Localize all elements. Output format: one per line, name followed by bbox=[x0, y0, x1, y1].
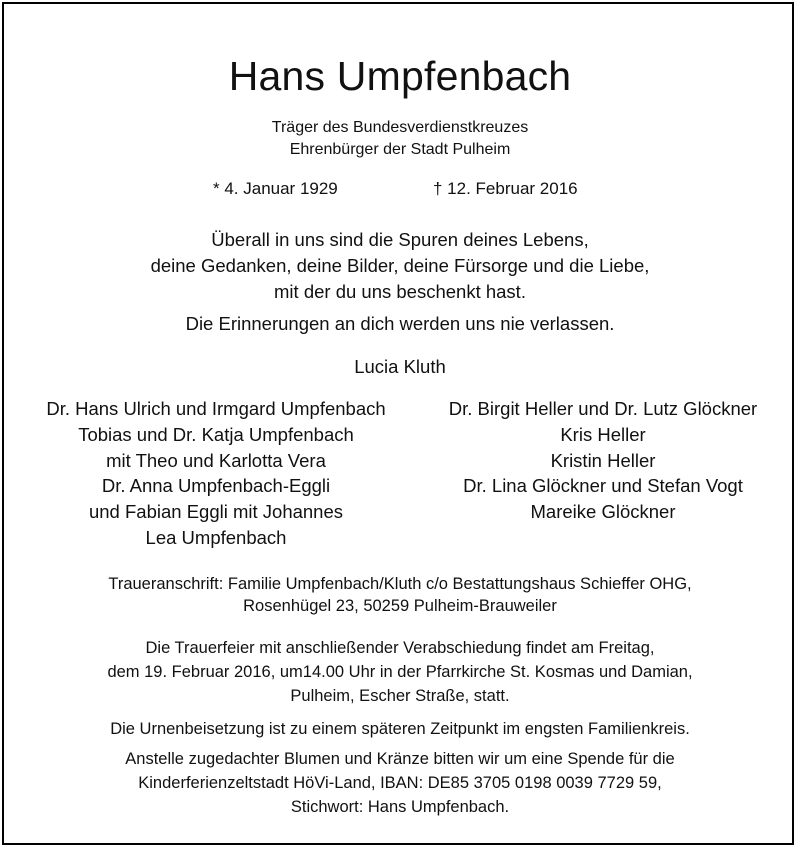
funeral-service-info bbox=[0, 636, 800, 708]
mourner-line: Mareike Glöckner bbox=[530, 501, 676, 523]
donation-line: Stichwort: Hans Umpfenbach. bbox=[290, 798, 510, 816]
honor-line: Träger des Bundesverdienstkreuzes bbox=[271, 119, 529, 136]
deceased-name: Hans Umpfenbach bbox=[228, 53, 572, 99]
donation-line: Kinderferienzeltstadt HöVi-Land, IBAN: DE85 3705 0198 0039 7729 59, bbox=[138, 774, 662, 792]
donation-line: Anstelle zugedachter Blumen und Kränze bitten wir um eine Spende für die bbox=[125, 750, 675, 768]
poem-line: mit der du uns beschenkt hast. bbox=[274, 281, 526, 302]
first-mourner: Lucia Kluth bbox=[354, 356, 446, 377]
mourner-line: mit Theo und Karlotta Vera bbox=[106, 449, 326, 471]
mourner-line: Dr. Lina Glöckner und Stefan Vogt bbox=[463, 475, 743, 497]
mourner-line: Lea Umpfenbach bbox=[145, 526, 287, 548]
mourners-left-column bbox=[20, 396, 412, 551]
service-line: Die Trauerfeier mit anschließender Verabschiedung findet am Freitag, bbox=[145, 639, 655, 657]
mourner-line: Dr. Anna Umpfenbach-Eggli bbox=[101, 475, 331, 497]
address-line: Traueranschrift: Familie Umpfenbach/Kluth c/o Bestattungshaus Schieffer OHG, bbox=[108, 575, 692, 593]
mourner-line: Dr. Birgit Heller und Dr. Lutz Glöckner bbox=[448, 398, 758, 419]
mourner-line: Tobias und Dr. Katja Umpfenbach bbox=[78, 423, 354, 445]
urn-burial-info: Die Urnenbeisetzung ist zu einem späteren Zeitpunkt im engsten Familienkreis. bbox=[110, 720, 690, 738]
death-date: † 12. Februar 2016 bbox=[433, 179, 578, 198]
honor-line: Ehrenbürger der Stadt Pulheim bbox=[289, 141, 511, 158]
poem-line: deine Gedanken, deine Bilder, deine Fürsorge und die Liebe, bbox=[150, 255, 650, 276]
poem-closing-line: Die Erinnerungen an dich werden uns nie verlassen. bbox=[185, 313, 615, 334]
mourners-right-column bbox=[416, 396, 790, 525]
service-line: dem 19. Februar 2016, um14.00 Uhr in der Pfarrkirche St. Kosmas und Damian, bbox=[107, 663, 693, 681]
memorial-poem bbox=[0, 227, 800, 305]
mourner-line: und Fabian Eggli mit Johannes bbox=[88, 501, 344, 523]
mourner-line: Kris Heller bbox=[560, 423, 646, 445]
mourner-line: Kristin Heller bbox=[550, 449, 656, 471]
honors-block bbox=[0, 117, 800, 161]
service-line: Pulheim, Escher Straße, statt. bbox=[290, 687, 510, 705]
birth-date: * 4. Januar 1929 bbox=[213, 179, 338, 198]
donation-request bbox=[0, 747, 800, 819]
poem-line: Überall in uns sind die Spuren deines Lebens, bbox=[211, 229, 589, 250]
mourning-address bbox=[0, 573, 800, 617]
mourner-line: Dr. Hans Ulrich und Irmgard Umpfenbach bbox=[46, 398, 386, 419]
address-line: Rosenhügel 23, 50259 Pulheim-Brauweiler bbox=[243, 597, 557, 615]
